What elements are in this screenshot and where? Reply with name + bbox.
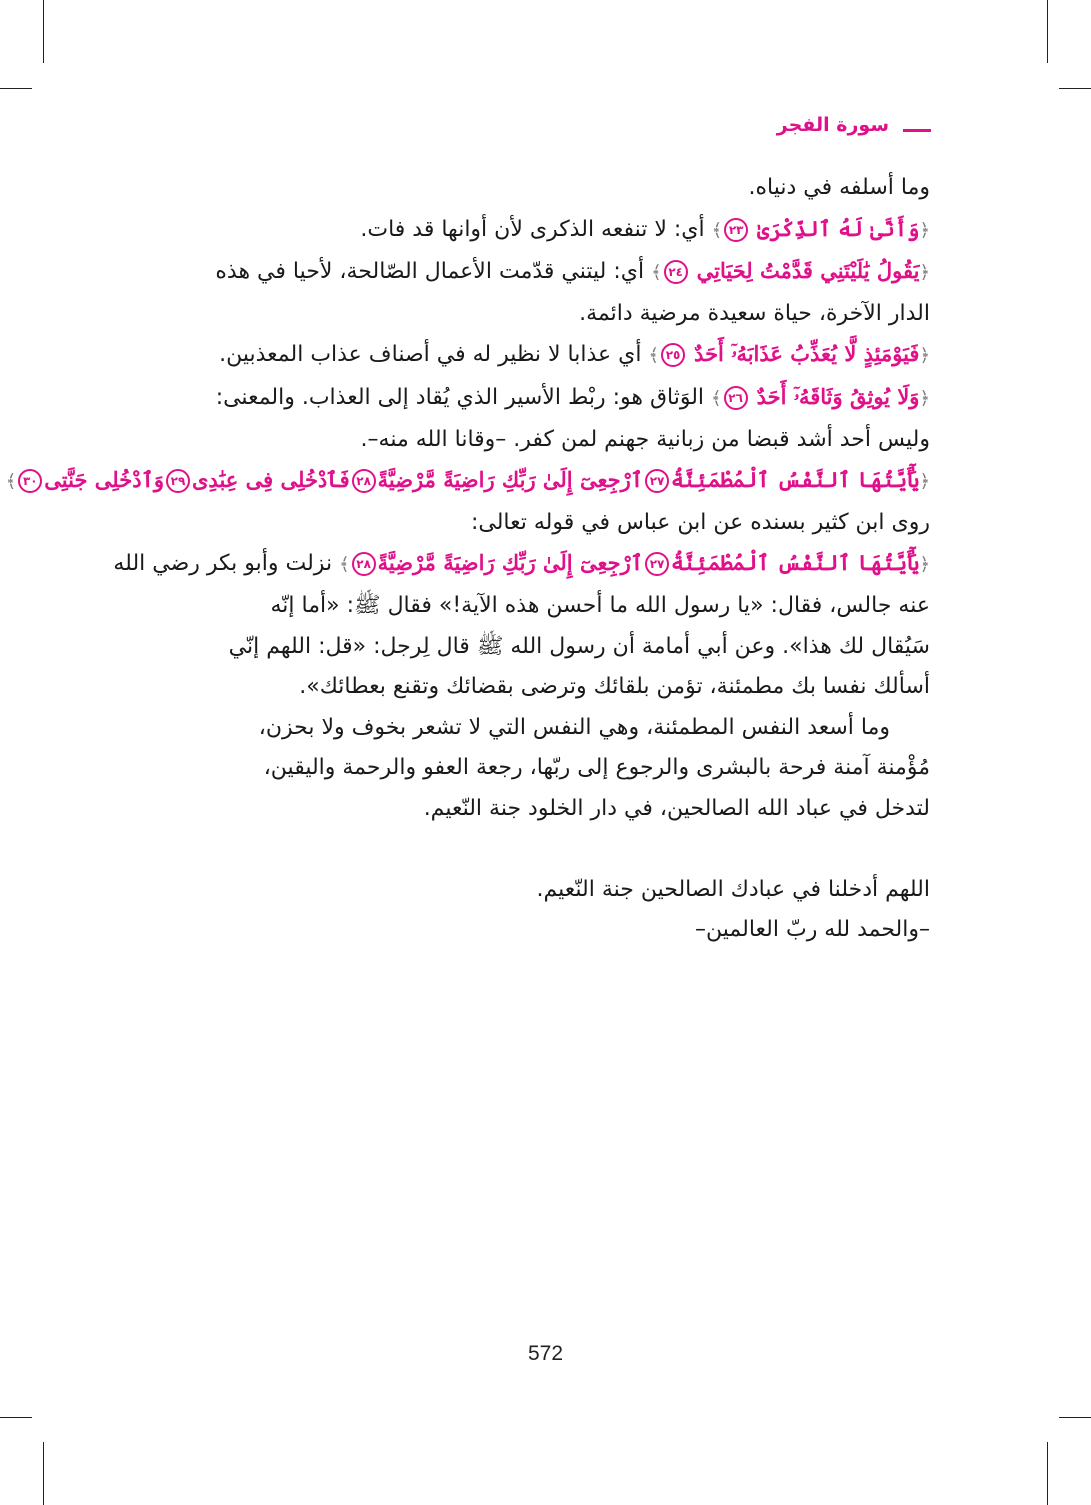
crop-mark [1059,88,1091,89]
verse-line [160,209,930,252]
crop-mark [0,1417,32,1418]
text-line [160,667,930,708]
surah-title: سورة الفجر [776,114,889,136]
commentary-text: الوَثاق هو: ربْط الأسير الذي يُقاد إلى العذاب. والمعنى: [215,384,705,410]
verse-close-bracket-icon: ﴾ [711,219,723,241]
verse-open-bracket-icon: ﴿ [919,345,930,367]
verse-close-bracket-icon: ﴾ [651,262,662,284]
quran-verse: فَٱدْخُلِى فِى عِبَٰدِى [192,467,350,493]
text-line [160,748,930,789]
ayah-number-icon: ٢٥ [661,343,685,367]
ayah-number-icon: ٢٦ [724,386,748,410]
text-line [160,789,930,830]
text-line [160,586,930,627]
crop-mark [0,88,32,89]
text-line [160,294,930,335]
text-line [160,708,930,749]
verse-open-bracket-icon: ﴿ [919,262,930,284]
commentary-text: أسألك نفسا بك مطمئنة، تؤمن بلقائك وترضى بقضائك وتقنع بعطائك». [299,674,930,700]
quran-verse: ٱرْجِعِىٓ إِلَىٰ رَبِّكِ رَاضِيَةً مَّرْضِيَّةً [377,467,644,493]
quran-verse: يَٰٓأَيَّتُهَا ٱلنَّفْسُ ٱلْمُطْمَئِنَّةُ [671,467,920,493]
verse-close-bracket-icon: ﴾ [711,387,722,409]
verse-open-bracket-icon: ﴿ [919,471,930,493]
quran-verse: يَٰٓأَيَّتُهَا ٱلنَّفْسُ ٱلْمُطْمَئِنَّةُ [671,550,920,576]
commentary-text: سَيُقال لك هذا». وعن أبي أمامة أن رسول الله ﷺ قال لِرجل: «قل: اللهم إنّي [228,633,930,659]
prayer-text: اللهم أدخلنا في عبادك الصالحين جنة النّعيم. [536,876,930,902]
crop-mark [43,0,44,63]
verse-line [160,251,930,294]
verse-line [5,460,930,503]
running-header [777,114,931,136]
commentary-text: مُؤْمنة آمنة فرحة بالبشرى والرجوع إلى ربّها، رجعة العفو والرحمة واليقين، [263,755,930,781]
commentary-text: وما أسلفه في دنياه. [748,175,930,200]
verse-open-bracket-icon: ﴿ [919,554,930,576]
verse-open-bracket-icon: ﴿ [919,387,930,409]
quran-verse: وَٱدْخُلِى جَنَّتِى [44,467,164,493]
crop-mark [43,1442,44,1505]
verse-open-bracket-icon: ﴿ [919,219,930,241]
commentary-text: أي عذابا لا نظير له في أصناف عذاب المعذبين. [219,342,642,368]
commentary-text: الدار الآخرة، حياة سعيدة مرضية دائمة. [579,300,930,326]
text-line [160,627,930,668]
text-line [160,503,930,544]
ayah-number-icon: ٢٩ [166,469,190,493]
commentary-text: روى ابن كثير بسنده عن ابن عباس في قوله تعالى: [470,509,930,535]
header-dash [903,129,931,132]
commentary-text: وليس أحد أشد قبضا من زبانية جهنم لمن كفر. –وقانا الله منه–. [360,426,930,452]
ayah-number-icon: ٢٧ [645,552,669,576]
ayah-number-icon: ٢٨ [352,469,376,493]
text-line [160,168,930,209]
verse-close-bracket-icon: ﴾ [5,471,17,493]
ayah-number-icon: ٣٠ [18,469,42,493]
commentary-text: لتدخل في عباد الله الصالحين، في دار الخلود جنة النّعيم. [423,795,930,821]
quran-verse: وَلَا يُوثِقُ وَثَاقَهُۥٓ أَحَدٌ [756,383,920,409]
paragraph-gap [160,830,930,870]
commentary-text: أي: ليتني قدّمت الأعمال الصّالحة، لأحيا في هذه [215,259,645,285]
page-number: 572 [527,1342,564,1365]
ayah-number-icon: ٢٣ [724,218,748,242]
commentary-text: وما أسعد النفس المطمئنة، وهي النفس التي لا تشعر بخوف ولا بحزن، [258,714,890,740]
closing-prayer [160,870,930,911]
quran-verse: يَقُولُ يَٰلَيْتَنِي قَدَّمْتُ لِحَيَاتِي [696,258,920,284]
quran-verse: فَيَوْمَئِذٍ لَّا يُعَذِّبُ عَذَابَهُۥٓ أَحَدٌ [694,341,920,367]
verse-close-bracket-icon: ﴾ [648,345,660,367]
ayah-number-icon: ٢٤ [664,260,688,284]
verse-line [160,334,930,377]
ayah-number-icon: ٢٨ [352,552,376,576]
closing-praise [160,910,930,951]
commentary-text: أي: لا تنفعه الذكرى لأن أوانها قد فات. [360,216,705,242]
crop-mark [1047,1442,1048,1505]
text-line [160,420,930,461]
ayah-number-icon: ٢٧ [645,469,669,493]
verse-line [160,377,930,420]
quran-verse: وَأَنَّىٰ لَهُ ٱلذِّكْرَىٰ [757,215,920,241]
praise-text: –والحمد لله ربّ العالمين– [695,917,930,943]
commentary-text: عنه جالس، فقال: «يا رسول الله ما أحسن هذه الآية!» فقال ﷺ: «أما إنّه [270,592,930,618]
crop-mark [1059,1417,1091,1418]
crop-mark [1047,0,1048,63]
quran-verse: ٱرْجِعِىٓ إِلَىٰ رَبِّكِ رَاضِيَةً مَّرْضِيَّةً [377,550,644,576]
page-body [5,168,930,951]
verse-close-bracket-icon: ﴾ [339,554,350,576]
commentary-text: نزلت وأبو بكر رضي الله [113,551,333,577]
verse-line [113,543,930,586]
